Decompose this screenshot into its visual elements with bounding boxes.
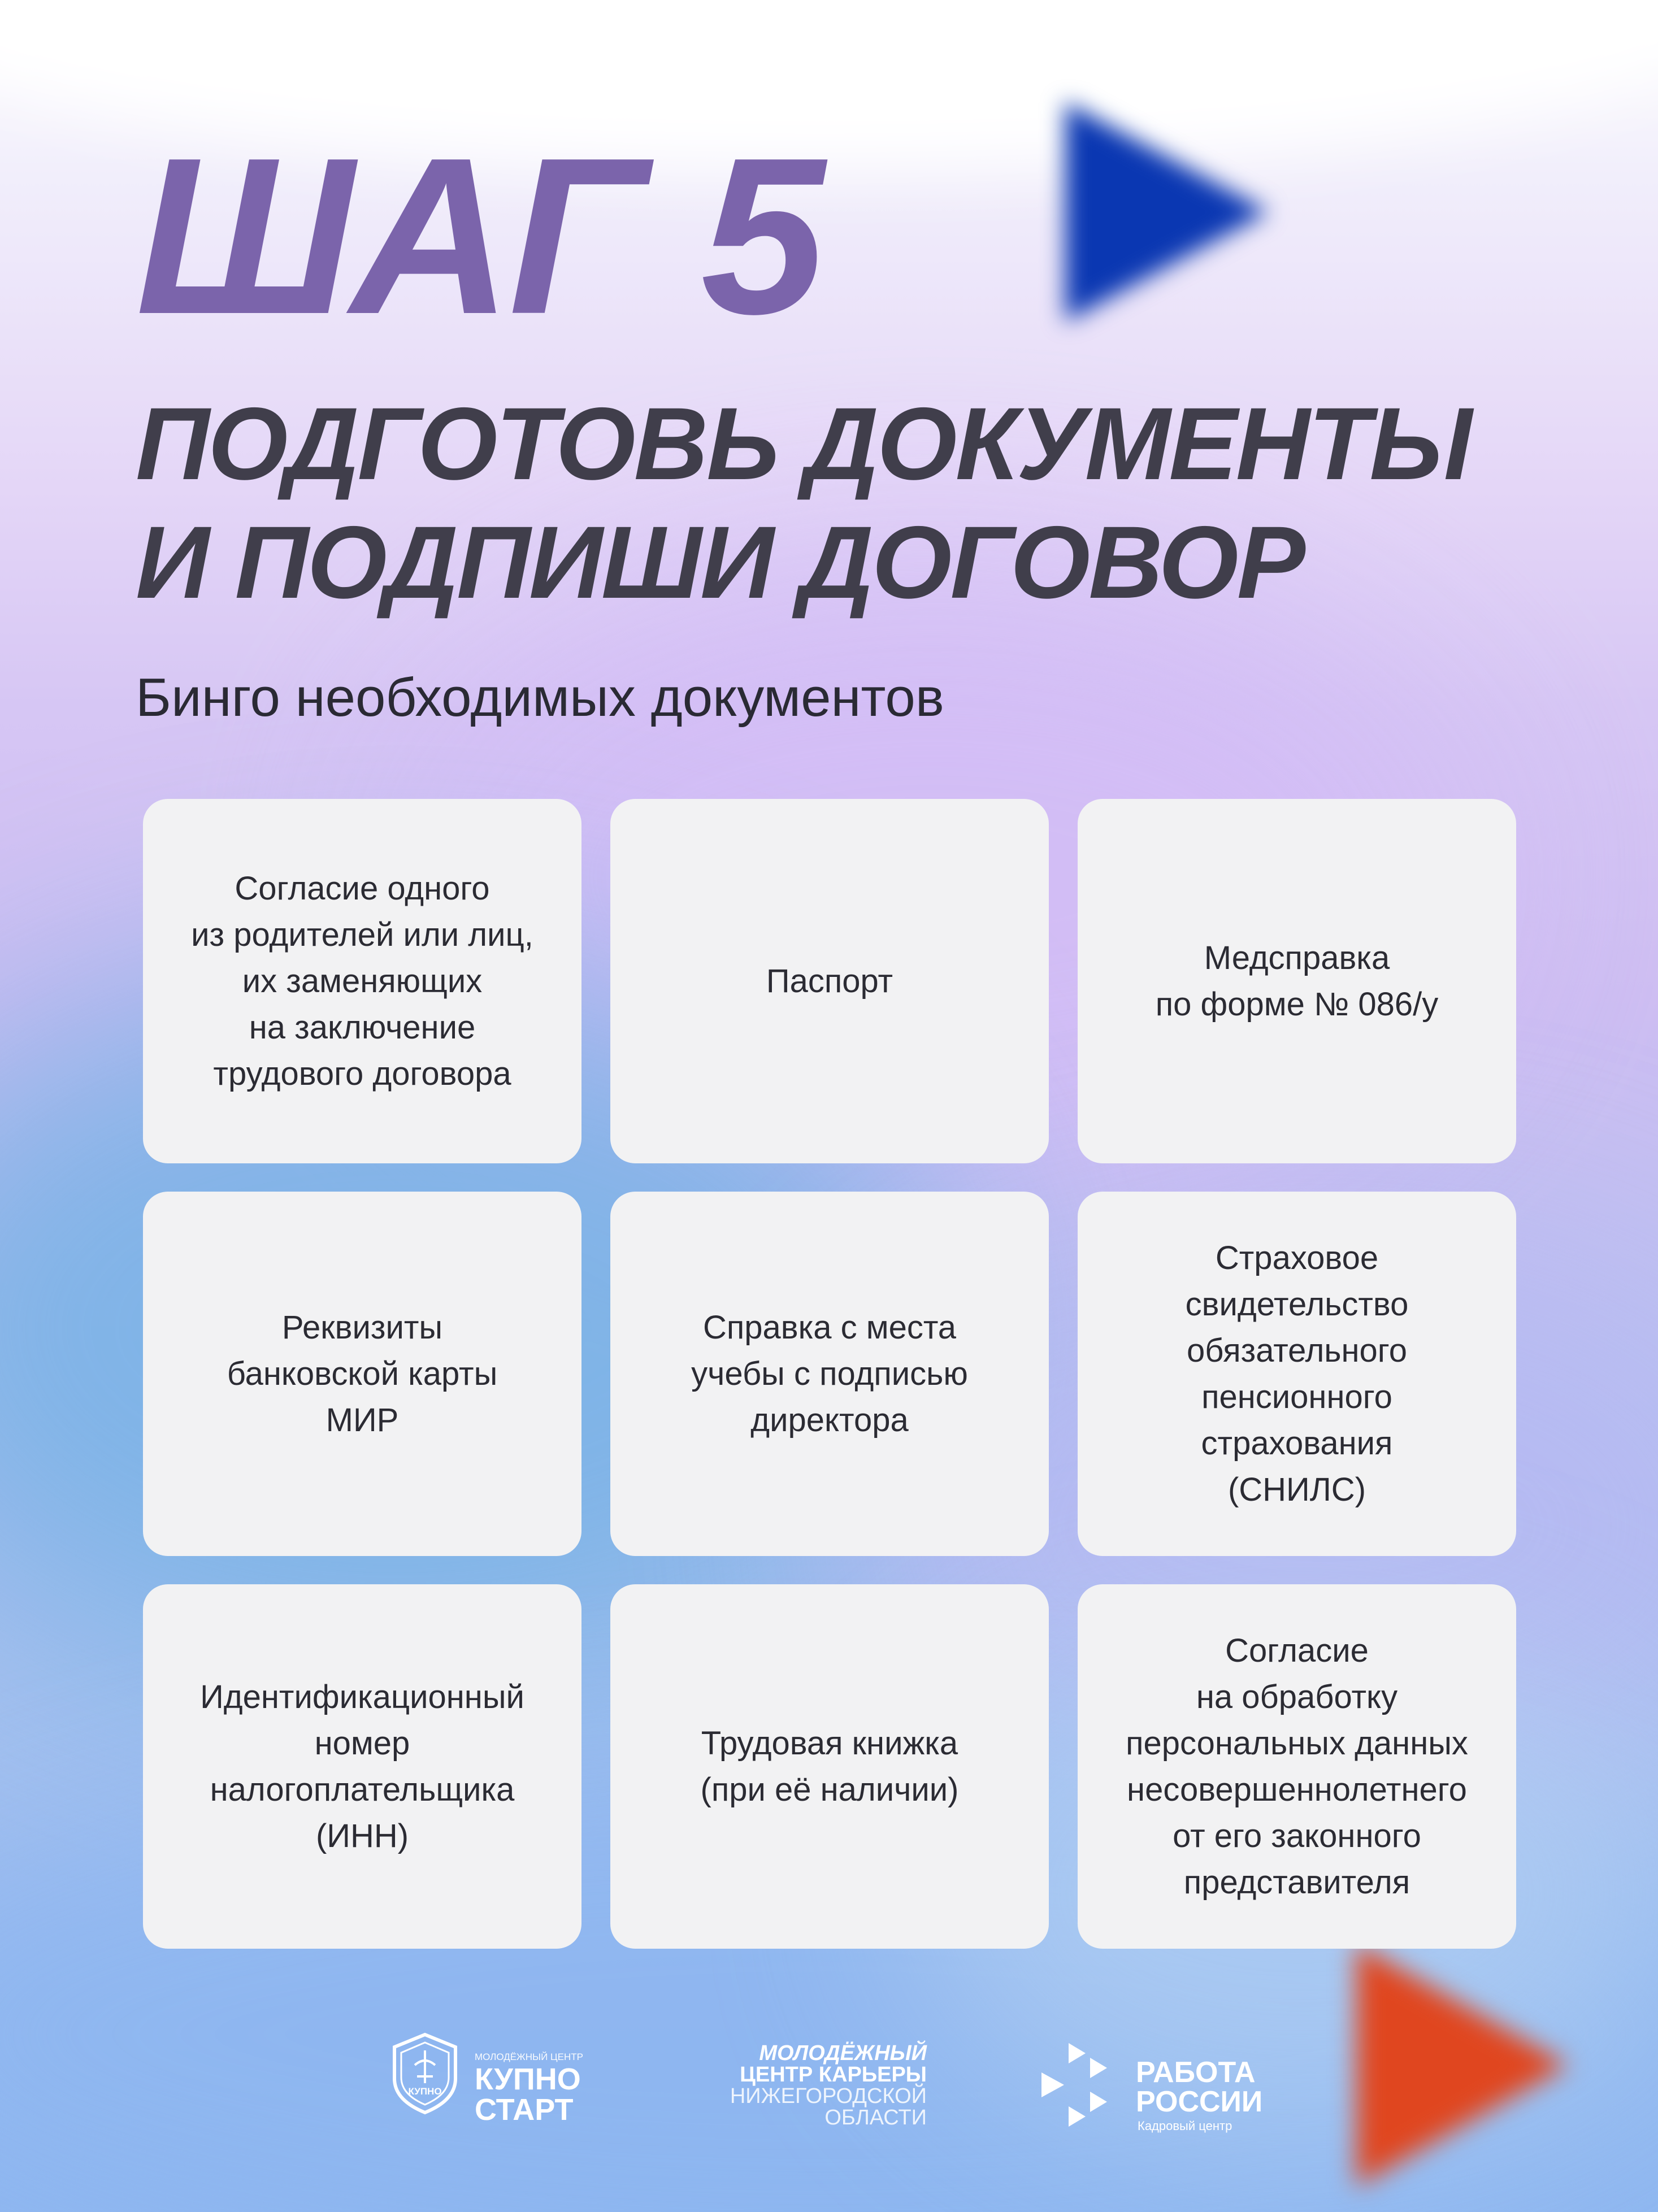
kupno-name: КУПНО СТАРТ	[475, 2062, 581, 2127]
kupno-emblem-icon	[390, 2031, 461, 2116]
rabota-rossii-subtitle: Кадровый центр	[1138, 2119, 1232, 2133]
bingo-card-text: Согласие одного из родителей или лиц, их заменяющих на заключение трудового договора	[191, 870, 533, 1092]
play-triangle-blue-icon	[1065, 102, 1269, 322]
headline-line-1: ПОДГОТОВЬ ДОКУМЕНТЫ	[136, 386, 1471, 501]
kupno-tagline: МОЛОДЁЖНЫЙ ЦЕНТР	[475, 2052, 583, 2062]
bingo-card-text: Согласие на обработку персональных данных несовершеннолетнего от его законного представителя	[1126, 1632, 1468, 1901]
kupno-emblem-text: КУПНО	[408, 2086, 442, 2097]
bingo-grid	[143, 799, 1516, 1949]
bingo-card-text: Реквизиты банковской карты МИР	[227, 1309, 498, 1439]
bingo-card-parent-consent	[143, 799, 581, 1163]
mck-line-3: НИЖЕГОРОДСКОЙ	[730, 2084, 927, 2108]
bingo-card-text: Медсправка по форме № 086/у	[1155, 939, 1439, 1023]
rabota-rossii-mark-icon	[1037, 2040, 1133, 2130]
mck-line-4: ОБЛАСТИ	[824, 2106, 927, 2130]
bingo-card-data-consent	[1078, 1584, 1516, 1949]
bingo-card-snils	[1078, 1192, 1516, 1556]
bingo-card-medical-certificate	[1078, 799, 1516, 1163]
step-title: ШАГ 5	[136, 111, 822, 360]
bingo-card-passport	[610, 799, 1049, 1163]
mck-line-1: МОЛОДЁЖНЫЙ	[759, 2041, 927, 2065]
career-center-logo	[701, 2042, 927, 2128]
kupno-start-logo	[390, 2031, 605, 2127]
play-triangle-red-icon	[1356, 1944, 1568, 2187]
headline-line-2: И ПОДПИШИ ДОГОВОР	[136, 505, 1304, 620]
bingo-card-text: Страховое свидетельство обязательного пенсионного страхования (СНИЛС)	[1185, 1239, 1409, 1508]
bingo-card-bank-card	[143, 1192, 581, 1556]
bingo-card-work-book	[610, 1584, 1049, 1949]
mck-line-2: ЦЕНТР КАРЬЕРЫ	[740, 2063, 927, 2087]
rabota-rossii-logo	[1037, 2040, 1274, 2133]
bingo-card-text: Справка с места учебы с подписью директора	[691, 1309, 968, 1439]
bingo-card-text: Паспорт	[766, 962, 893, 999]
bingo-card-school-certificate	[610, 1192, 1049, 1556]
subtitle: Бинго необходимых документов	[136, 667, 944, 728]
rabota-rossii-name: РАБОТА РОССИИ	[1136, 2056, 1263, 2118]
headline	[136, 384, 1470, 622]
bingo-card-text: Трудовая книжка (при её наличии)	[700, 1724, 959, 1808]
bingo-card-text: Идентификационный номер налогоплательщика (ИНН)	[200, 1678, 524, 1854]
bingo-card-inn	[143, 1584, 581, 1949]
